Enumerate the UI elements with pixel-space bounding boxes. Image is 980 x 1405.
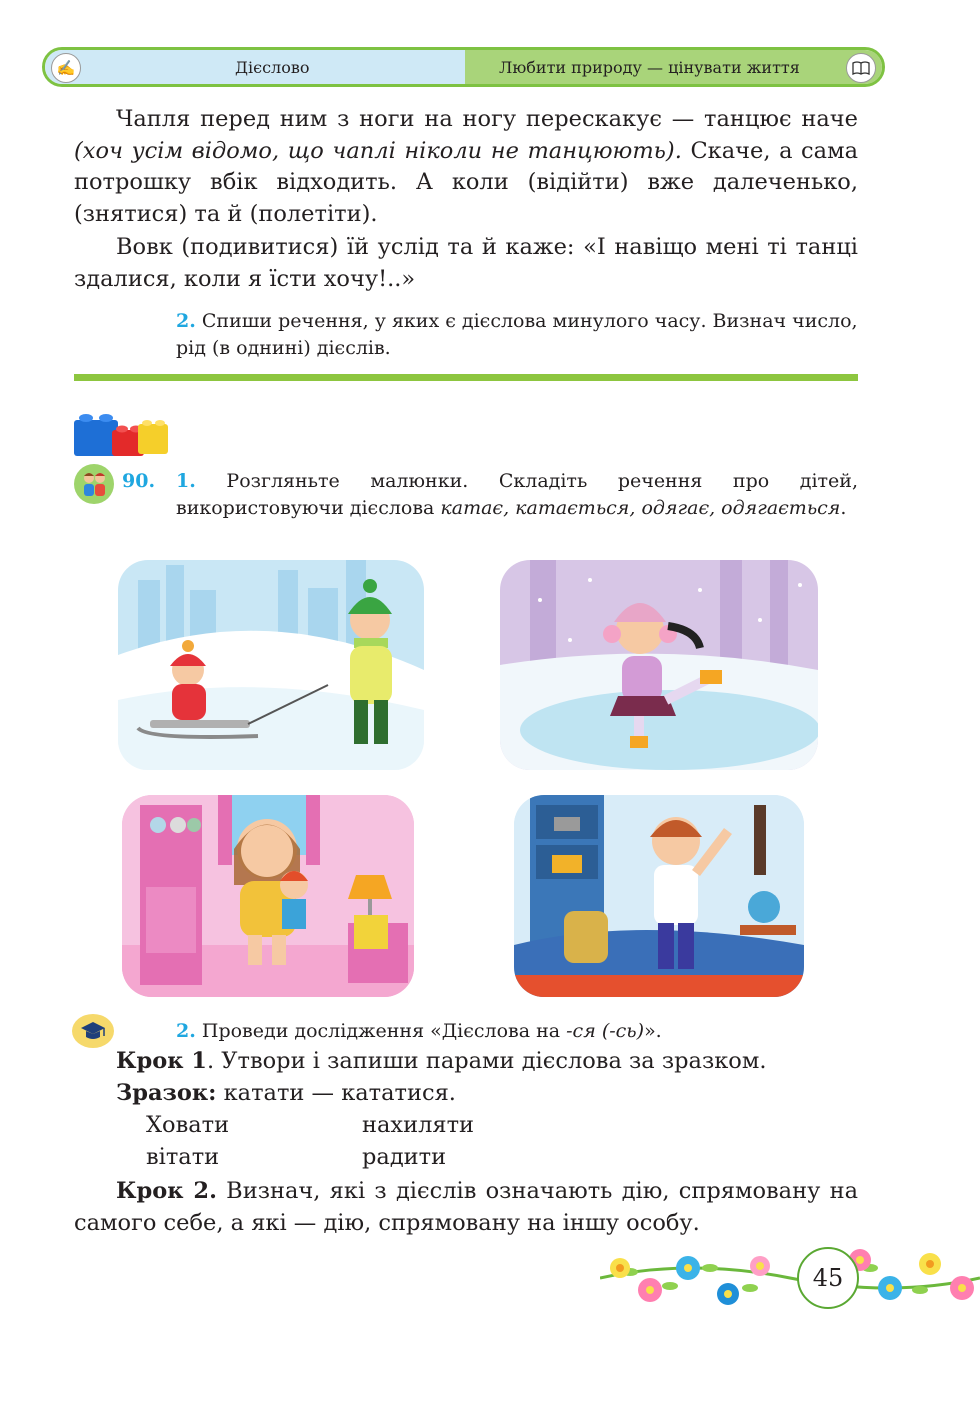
story-text: Скаче, а сама потрошку вбік відходить. А коли (відійти) вже далеченько, (знятися) та й (полетіти). <box>74 137 858 227</box>
story-text: Чапля перед ним з ноги на ногу перескакує — танцює наче <box>116 106 858 132</box>
step-text: . Утвори і запиши парами дієслова за зразком. <box>206 1048 767 1074</box>
boy-pulling-sled-illustration <box>118 560 424 770</box>
flowers-decoration <box>600 1238 980 1320</box>
page-number: 45 <box>797 1247 859 1309</box>
exercise-task-2 <box>176 1018 858 1045</box>
prev-task-2 <box>176 308 858 362</box>
task-text: Проведи дослідження «Дієслова на <box>201 1020 567 1042</box>
graduation-cap-icon <box>72 1014 114 1048</box>
girl-dressing-doll-illustration <box>122 795 414 997</box>
sample-label: Зразок: <box>116 1080 217 1106</box>
story-text: Вовк (подивитися) їй услід та й каже: «І навіщо мені ті танці здалися, коли я їсти хочу!..» <box>74 234 858 292</box>
book-icon <box>846 53 876 83</box>
section-divider <box>74 374 858 381</box>
story-italic-text: (хоч усім відомо, що чаплі ніколи не танцюють). <box>74 137 682 164</box>
header-topic-title: Любити природу — цінувати життя <box>499 58 800 77</box>
header-right-section <box>465 50 882 84</box>
lego-blocks-icon <box>72 404 172 464</box>
task-italic-text: -ся (-сь) <box>566 1020 645 1042</box>
sample-line <box>116 1078 858 1110</box>
task-text: Розгляньте малюнки. Складіть речення про дітей, використовуючи дієслова <box>176 470 858 519</box>
sample-text: катати — кататися. <box>216 1080 456 1106</box>
task-number: 2. <box>176 310 196 332</box>
word-item: нахиляти <box>362 1112 475 1138</box>
step-label: Крок 2. <box>116 1178 217 1204</box>
task-text: . <box>840 497 847 519</box>
word-item: радити <box>362 1144 447 1170</box>
task-number: 1. <box>176 470 196 492</box>
task-number: 2. <box>176 1020 196 1042</box>
header-left-section <box>45 50 465 84</box>
word-item: вітати <box>146 1144 220 1170</box>
step-text: Визнач, які з дієслів означають дію, спрямовану на самого себе, а які — дію, спрямовану на іншу особу. <box>74 1178 859 1236</box>
page-header <box>42 47 885 87</box>
story-paragraph-1 <box>74 104 858 230</box>
exercise-task-1 <box>176 468 858 522</box>
task-text: Спиши речення, у яких є дієслова минулого часу. Визнач число, рід (в однині) дієслів. <box>176 310 858 359</box>
step-label: Крок 1 <box>116 1048 207 1074</box>
step-1 <box>116 1046 858 1078</box>
boy-dressing-illustration <box>514 795 804 997</box>
girl-ice-skating-illustration <box>500 560 818 770</box>
pair-work-icon <box>74 464 114 504</box>
task-italic-text: катає, катається, одягає, одягається <box>440 497 841 519</box>
pencil-icon: ✍ <box>51 53 81 83</box>
task-text: ». <box>644 1020 662 1042</box>
word-item: Ховати <box>146 1112 230 1138</box>
exercise-number: 90. <box>122 470 156 492</box>
story-paragraph-2 <box>74 232 858 295</box>
header-section-title: Дієслово <box>235 58 310 77</box>
step-2 <box>74 1176 858 1239</box>
